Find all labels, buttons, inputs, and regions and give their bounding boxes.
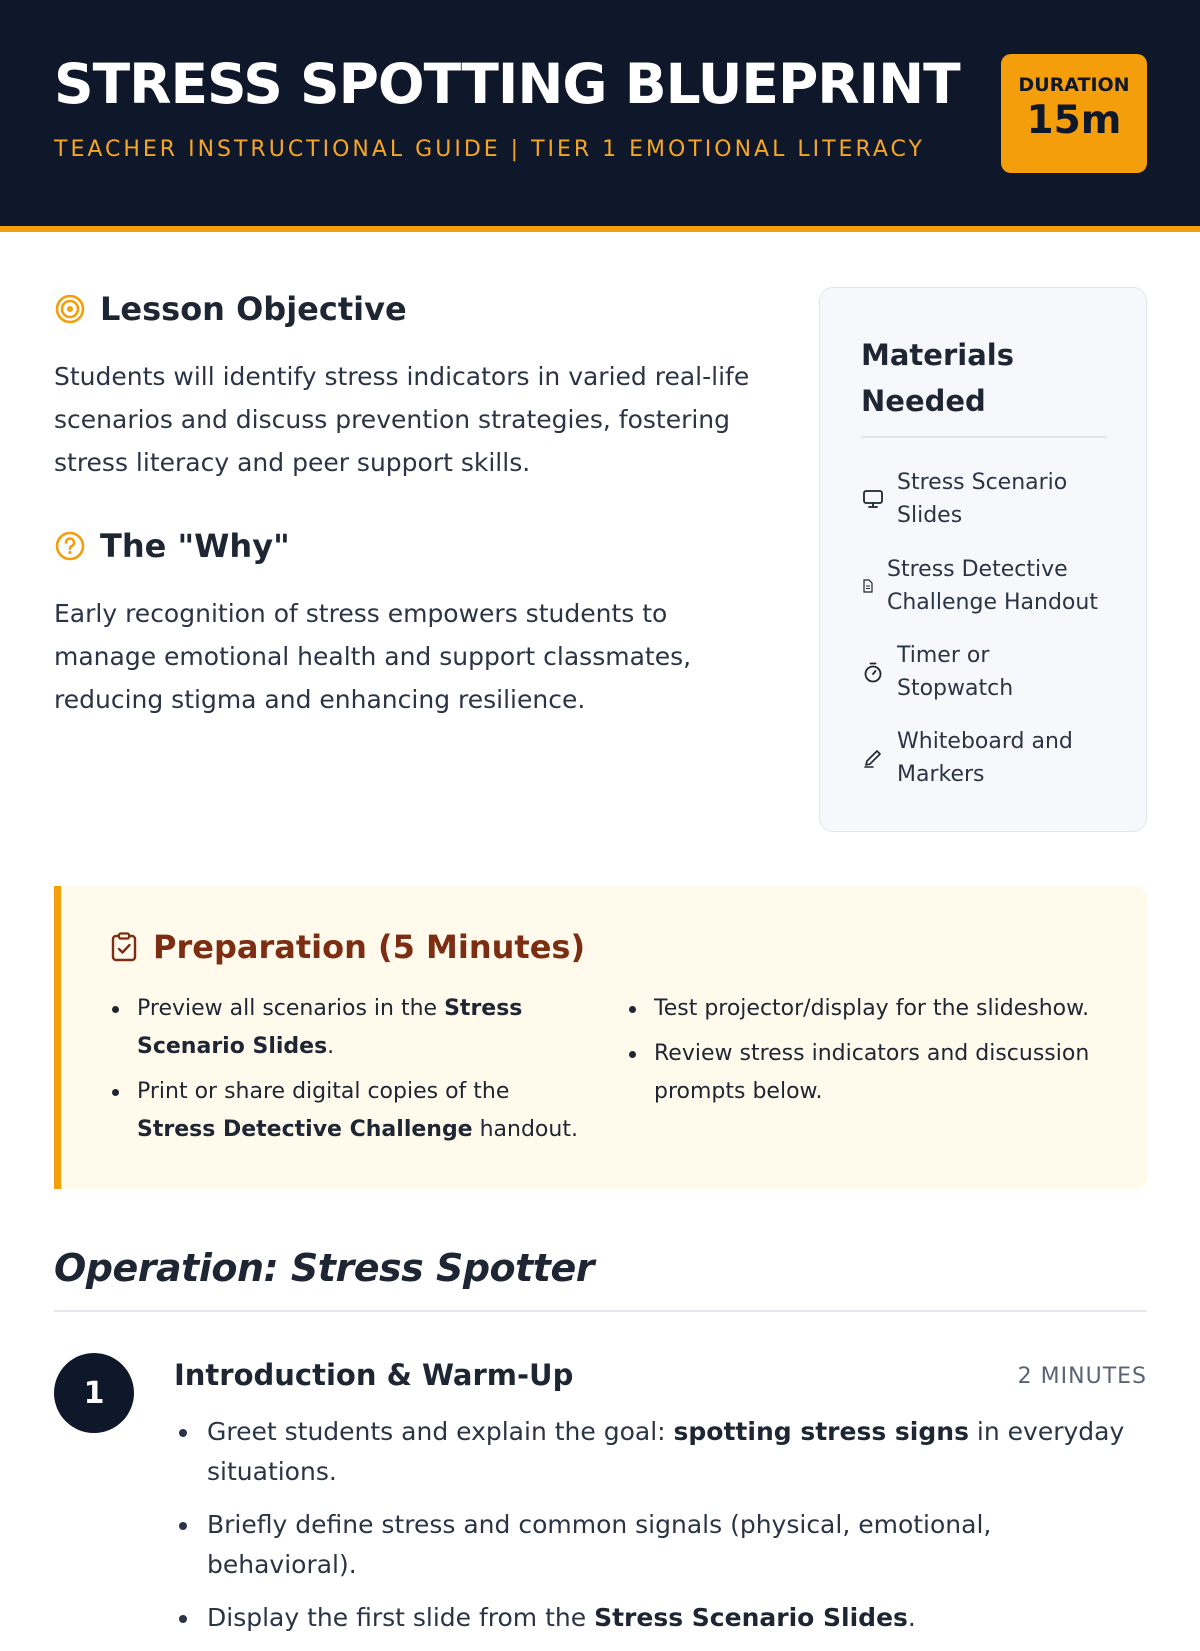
objective-heading [54,290,407,328]
clipboard-check-icon [109,931,139,963]
material-label: Stress Detective Challenge Handout [887,557,1098,615]
material-item [861,553,1111,619]
page-title: STRESS SPOTTING BLUEPRINT [54,52,960,116]
materials-title: Materials Needed [861,338,1014,418]
why-text: Early recognition of stress empowers students to manage emotional health and support classmates, reducing stigma and enhancing resilience. [54,599,692,714]
stopwatch-icon [861,660,885,684]
material-label: Whiteboard and Markers [897,729,1073,787]
list-item: Briefly define stress and common signals (physical, emotional, behavioral). [174,1505,1147,1585]
monitor-icon [861,487,885,511]
preparation-title: Preparation (5 Minutes) [153,928,586,966]
duration-label: DURATION [1018,74,1130,96]
why-heading [54,527,290,565]
materials-divider [861,436,1107,438]
page-header [0,0,1200,232]
preparation-list-right [626,990,1106,1118]
material-item [861,639,1111,705]
step-number: 1 [54,1353,134,1433]
target-icon [54,293,86,325]
duration-value: 15m [1026,98,1122,143]
list-item: Test projector/display for the slideshow. [626,990,1106,1028]
page-subtitle: TEACHER INSTRUCTIONAL GUIDE | TIER 1 EMOTIONAL LITERACY [54,137,925,162]
why-title: The "Why" [100,527,290,565]
materials-card [819,287,1147,832]
material-label: Timer or Stopwatch [897,643,1014,701]
material-item [861,725,1111,791]
operation-title: Operation: Stress Spotter [54,1246,594,1290]
objective-title: Lesson Objective [100,290,407,328]
step-duration: 2 MINUTES [1017,1364,1147,1389]
list-item: Display the first slide from the Stress Scenario Slides. [174,1598,1147,1638]
list-item: Print or share digital copies of the Stress Detective Challenge handout. [109,1073,589,1149]
material-label: Stress Scenario Slides [897,470,1068,528]
pencil-icon [861,746,885,770]
list-item: Greet students and explain the goal: spotting stress signs in everyday situations. [174,1412,1147,1492]
preparation-heading [109,928,585,966]
list-item: Preview all scenarios in the Stress Scenario Slides. [109,990,589,1066]
question-circle-icon [54,530,86,562]
operation-divider [54,1310,1147,1312]
document-icon [861,574,875,598]
duration-badge [1001,54,1147,173]
preparation-callout [54,886,1147,1189]
material-item [861,466,1111,532]
step-title: Introduction & Warm-Up [174,1358,574,1392]
objective-text: Students will identify stress indicators in varied real-life scenarios and discuss prevention strategies, fostering stress literacy and peer support skills. [54,362,750,477]
step-list [174,1412,1147,1651]
preparation-list-left [109,990,589,1156]
list-item: Review stress indicators and discussion prompts below. [626,1035,1106,1111]
